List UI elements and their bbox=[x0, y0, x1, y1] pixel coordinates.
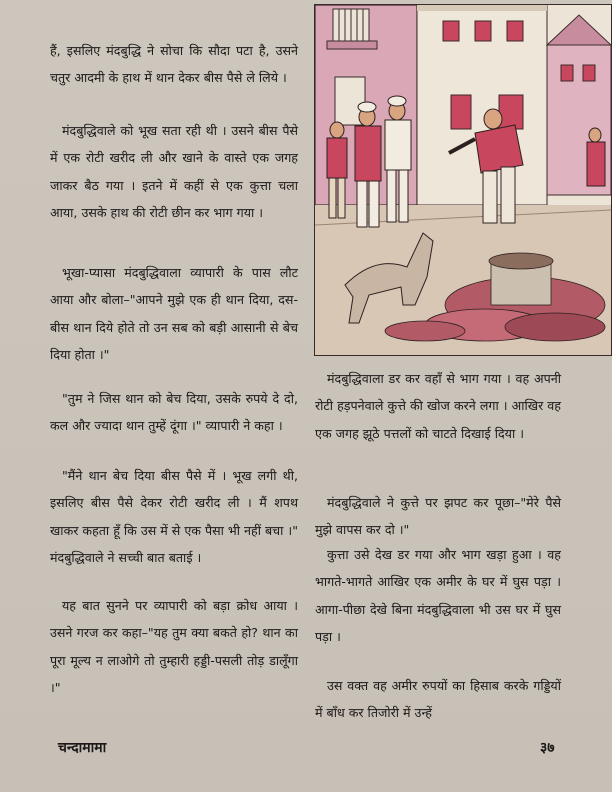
left-paragraph-2: मंदबुद्धिवाले को भूख सता रही थी । उसने बीस पैसे में एक रोटी खरीद ली और खाने के वास्ते एक जगह जाकर बैठ गया । इतने में कहीं से एक कुत्ता चला आया, उसके हाथ की रोटी छीन कर भाग गया । bbox=[50, 123, 298, 221]
right-paragraph-4: उस वक्त वह अमीर रुपयों का हिसाब करके गड्डियों में बाँध कर तिजोरी में उन्हें bbox=[315, 678, 561, 721]
left-paragraph-4: "तुम ने जिस थान को बेच दिया, उसके रुपये दे दो, कल और ज्यादा थान तुम्हें दूंगा ।" व्यापारी ने कहा । bbox=[50, 391, 298, 434]
magazine-title: चन्दामामा bbox=[58, 740, 107, 756]
right-paragraph-3: कुत्ता उसे देख डर गया और भाग खड़ा हुआ । वह भागते-भागते आखिर एक अमीर के घर में घुस पड़ा । आगा-पीछा देखे बिना मंदबुद्धिवाला भी उस घर में घुस पड़ा । bbox=[315, 547, 561, 645]
left-paragraph-6: यह बात सुनने पर व्यापारी को बड़ा क्रोध आया । उसने गरज कर कहा–"यह तुम क्या बकते हो? थान का पूरा मूल्य न लाओगे तो तुम्हारी हड्डी-पसली तोड़ डालूँगा ।" bbox=[50, 598, 298, 696]
left-paragraph-3: भूखा-प्यासा मंदबुद्धिवाला व्यापारी के पास लौट आया और बोला–"आपने मुझे एक ही थान दिया, दस-बीस थान दिये होते तो उन सब को बड़ी आसानी से बेच दिया होता ।" bbox=[50, 265, 298, 363]
story-illustration bbox=[314, 4, 612, 356]
right-paragraph-1: मंदबुद्धिवाला डर कर वहाँ से भाग गया । वह अपनी रोटी हड़पनेवाले कुत्ते की खोज करने लगा । आखिर वह एक जगह झूठे पत्तलों को चाटते दिखाई दिया । bbox=[315, 371, 561, 441]
right-paragraph-2: मंदबुद्धिवाले ने कुत्ते पर झपट कर पूछा–"मेरे पैसे मुझे वापस कर दो ।" bbox=[315, 495, 561, 538]
page-number: ३७ bbox=[540, 740, 555, 756]
left-paragraph-5: "मैंने थान बेच दिया बीस पैसे में । भूख लगी थी, इसलिए बीस पैसे देकर रोटी खरीद ली । मैं शपथ खाकर कहता हूँ कि उस में से एक पैसा भी नहीं बचा ।" मंदबुद्धिवाले ने सच्ची बात बताई । bbox=[50, 468, 298, 566]
illustration-drawing bbox=[315, 5, 611, 355]
left-paragraph-1: हैं, इसलिए मंदबुद्धि ने सोचा कि सौदा पटा है, उसने चतुर आदमी के हाथ में थान देकर बीस पैसे ले लिये । bbox=[50, 43, 298, 86]
